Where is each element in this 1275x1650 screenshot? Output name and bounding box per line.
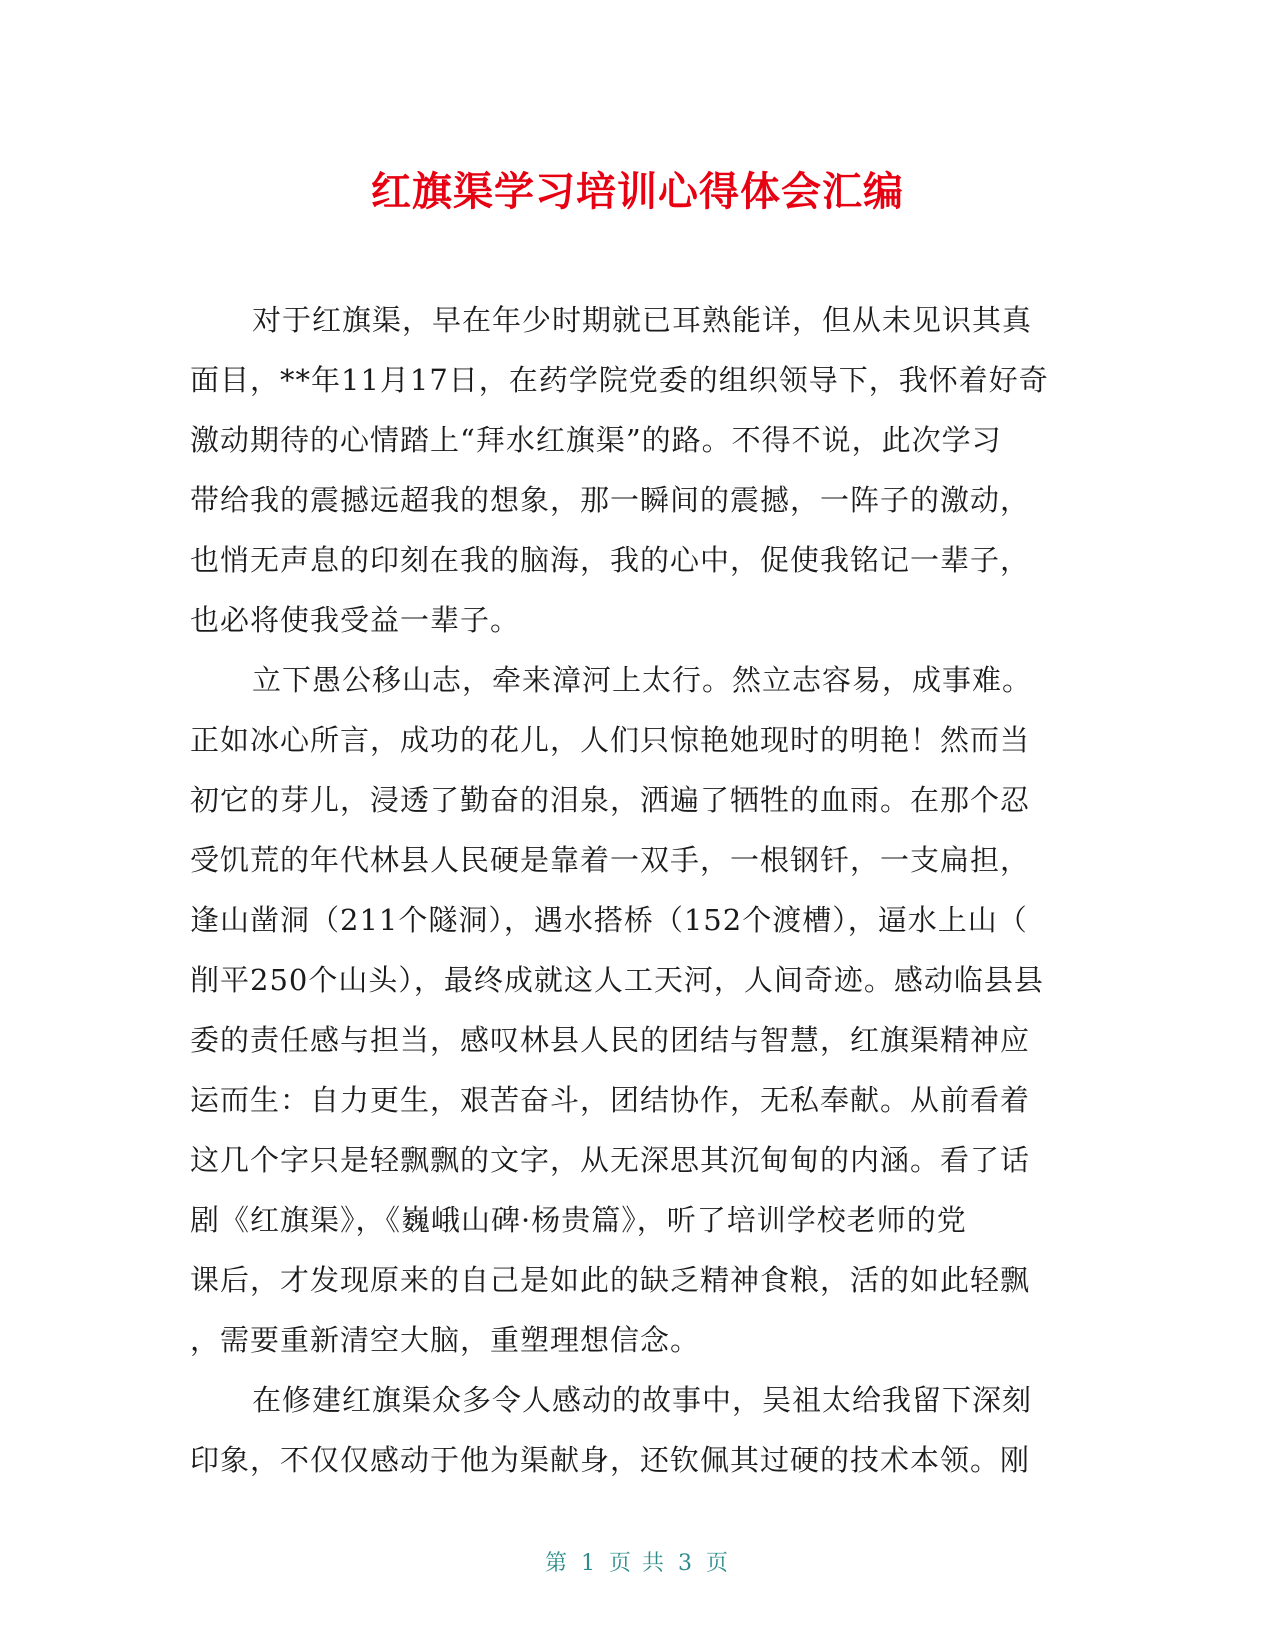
paragraph-line: 逢山凿洞（211个隧洞），遇水搭桥（152个渡槽），逼水上山（ xyxy=(190,903,1028,937)
document-body xyxy=(190,290,1080,1490)
paragraph-line: 对于红旗渠，早在年少时期就已耳熟能详，但从未见识其真 xyxy=(252,303,1033,337)
paragraph-line: 面目，**年11月17日，在药学院党委的组织领导下，我怀着好奇 xyxy=(190,363,1049,397)
footer-total-pages: 3 xyxy=(678,1551,694,1576)
paragraph-line: 剧《红旗渠》，《巍峨山碑·杨贵篇》，听了培训学校老师的党 xyxy=(190,1203,967,1237)
paragraph-line: 也必将使我受益一辈子。 xyxy=(190,603,521,637)
document-title: 红旗渠学习培训心得体会汇编 xyxy=(371,169,904,215)
paragraph-line: 课后，才发现原来的自己是如此的缺乏精神食粮，活的如此轻飘 xyxy=(190,1263,1031,1297)
footer-suffix: 页 xyxy=(706,1551,731,1576)
paragraph-line: 带给我的震撼远超我的想象，那一瞬间的震撼，一阵子的激动， xyxy=(190,483,1031,517)
paragraph-line: 也悄无声息的印刻在我的脑海，我的心中，促使我铭记一辈子， xyxy=(190,543,1031,577)
paragraph-line: 运而生：自力更生，艰苦奋斗，团结协作，无私奉献。从前看着 xyxy=(190,1083,1031,1117)
paragraph-line: 立下愚公移山志，牵来漳河上太行。然立志容易，成事难。 xyxy=(252,663,1033,697)
paragraph-line: 正如冰心所言，成功的花儿，人们只惊艳她现时的明艳！然而当 xyxy=(190,723,1031,757)
paragraph-line: 受饥荒的年代林县人民硬是靠着一双手，一根钢钎，一支扁担， xyxy=(190,843,1031,877)
paragraph-line: 初它的芽儿，浸透了勤奋的泪泉，洒遍了牺牲的血雨。在那个忍 xyxy=(190,783,1031,817)
paragraph-line: 印象，不仅仅感动于他为渠献身，还钦佩其过硬的技术本领。刚 xyxy=(190,1443,1031,1477)
paragraph-line: 削平250个山头），最终成就这人工天河，人间奇迹。感动临县县 xyxy=(190,963,1044,997)
paragraph-line: 激动期待的心情踏上“拜水红旗渠”的路。不得不说，此次学习 xyxy=(190,423,1002,457)
paragraph-line: 这几个字只是轻飘飘的文字，从无深思其沉甸甸的内涵。看了话 xyxy=(190,1143,1031,1177)
page-number-footer xyxy=(0,1546,1275,1577)
paragraph-line: 委的责任感与担当，感叹林县人民的团结与智慧，红旗渠精神应 xyxy=(190,1023,1031,1057)
paragraph-line: 在修建红旗渠众多令人感动的故事中，吴祖太给我留下深刻 xyxy=(252,1383,1033,1417)
paragraph-line: ，需要重新清空大脑，重塑理想信念。 xyxy=(190,1323,701,1357)
footer-current-page: 1 xyxy=(581,1551,597,1576)
footer-middle: 页 共 xyxy=(609,1551,666,1576)
footer-prefix: 第 xyxy=(544,1551,569,1576)
